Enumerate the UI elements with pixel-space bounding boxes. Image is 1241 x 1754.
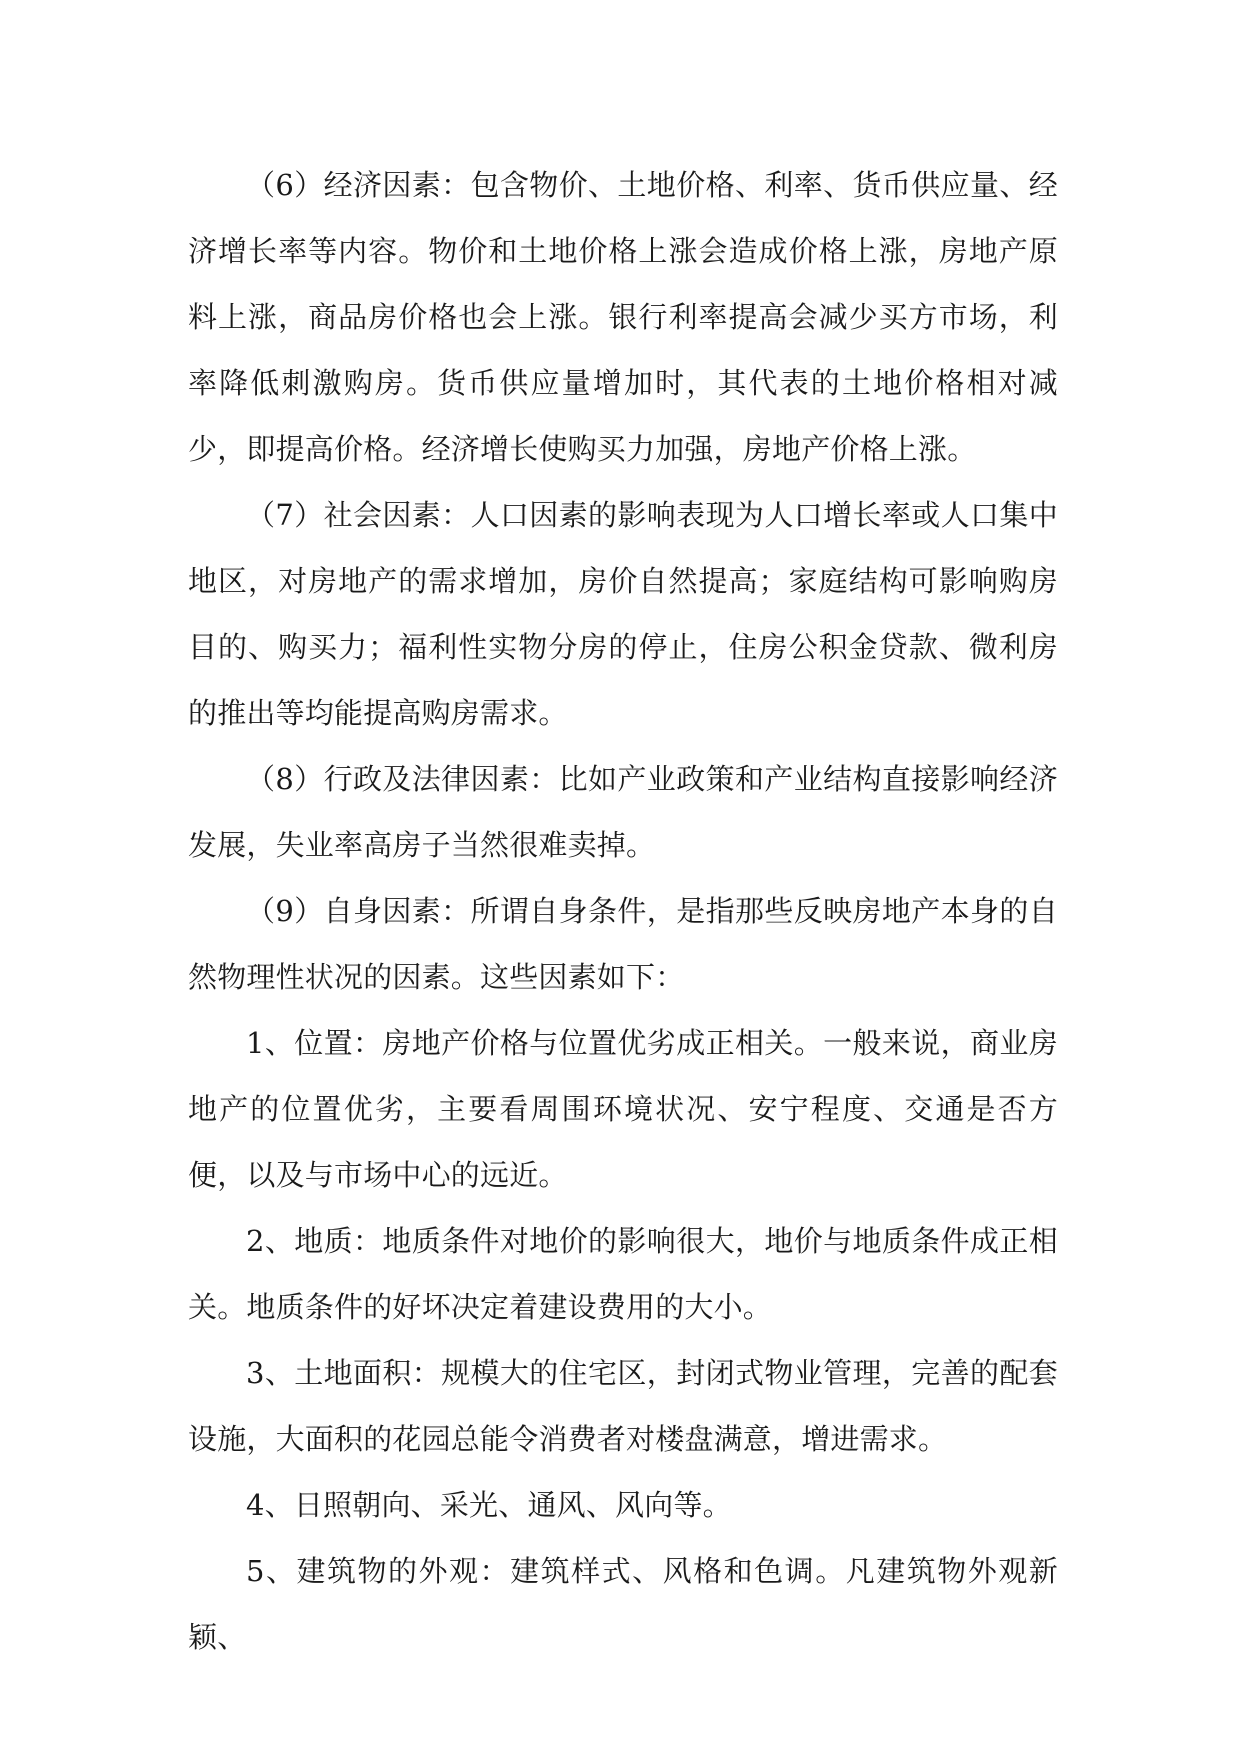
paragraph-administrative-legal-factors: （8）行政及法律因素：比如产业政策和产业结构直接影响经济发展，失业率高房子当然很难卖掉。: [188, 762, 1058, 862]
paragraph-orientation: 4、日照朝向、采光、通风、风向等。: [246, 1488, 732, 1522]
paragraph-geology: 2、地质：地质条件对地价的影响很大，地价与地质条件成正相关。地质条件的好坏决定着建设费用的大小。: [188, 1224, 1058, 1324]
paragraph-location: 1、位置：房地产价格与位置优劣成正相关。一般来说，商业房地产的位置优劣，主要看周围环境状况、安宁程度、交通是否方便，以及与市场中心的远近。: [188, 1026, 1058, 1192]
document-body: [188, 152, 1058, 1670]
paragraph-social-factors: （7）社会因素：人口因素的影响表现为人口增长率或人口集中地区，对房地产的需求增加，房价自然提高；家庭结构可影响购房目的、购买力；福利性实物分房的停止，住房公积金贷款、微利房的推出等均能提高购房需求。: [188, 498, 1058, 730]
paragraph-land-area: 3、土地面积：规模大的住宅区，封闭式物业管理，完善的配套设施，大面积的花园总能令消费者对楼盘满意，增进需求。: [188, 1356, 1058, 1456]
paragraph-economic-factors: （6）经济因素：包含物价、土地价格、利率、货币供应量、经济增长率等内容。物价和土地价格上涨会造成价格上涨，房地产原料上涨，商品房价格也会上涨。银行利率提高会减少买方市场，利率降低刺激购房。货币供应量增加时，其代表的土地价格相对减少，即提高价格。经济增长使购买力加强，房地产价格上涨。: [188, 168, 1058, 466]
paragraph-building-appearance: 5、建筑物的外观：建筑样式、风格和色调。凡建筑物外观新颖、: [188, 1554, 1058, 1654]
paragraph-intrinsic-factors: （9）自身因素：所谓自身条件，是指那些反映房地产本身的自然物理性状况的因素。这些因素如下：: [188, 894, 1058, 994]
